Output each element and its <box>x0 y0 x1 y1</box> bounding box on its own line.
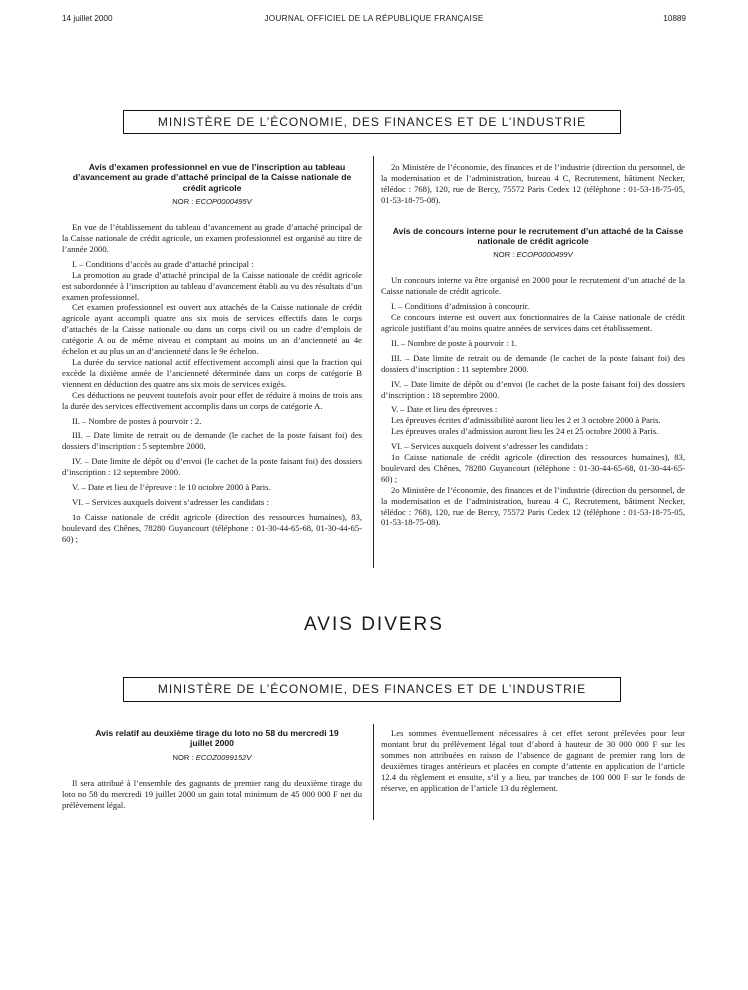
paragraph: Ces déductions ne peuvent toutefois avoir pour effet de réduire à moins de trois ans la durée des services effectivement accomplis dans un corps de catégorie A. <box>62 389 362 411</box>
ministry-heading: MINISTÈRE DE L’ÉCONOMIE, DES FINANCES ET DE L’INDUSTRIE <box>123 110 621 134</box>
notice-title: Avis de concours interne pour le recrutement d’un attaché de la Caisse nationale de crédit agricole <box>392 225 684 247</box>
paragraph: Ce concours interne est ouvert aux fonctionnaires de la Caisse nationale de crédit agricole justifiant d’au moins quatre années de services dans cet établissement. <box>381 312 685 333</box>
paragraph: En vue de l’établissement du tableau d’avancement au grade d’attaché principal de la Caisse nationale de crédit agricole, un examen professionnel est organisé au titre de l’année 2000. <box>62 222 362 254</box>
section-heading: AVIS DIVERS <box>304 614 444 635</box>
journal-title: JOURNAL OFFICIEL DE LA RÉPUBLIQUE FRANÇAISE <box>264 14 484 23</box>
paragraph: La promotion au grade d’attaché principal de la Caisse nationale de crédit agricole est subordonnée à l’inscription au tableau d’avancement établi au vu des résultats d’un examen professionnel. <box>62 269 362 302</box>
section2-right-column <box>381 728 685 793</box>
paragraph: V. – Date et lieu des épreuves : <box>391 404 498 415</box>
paragraph: Un concours interne va être organisé en 2000 pour le recrutement d’un attaché de la Caisse nationale de crédit agricole. <box>381 275 685 297</box>
paragraph: III. – Date limite de retrait ou de demande (le cachet de la poste faisant foi) des dossiers d’inscription : 5 septembre 2000. <box>62 430 362 452</box>
paragraph: Les épreuves orales d’admission auront lieu les 24 et 25 octobre 2000 à Paris. <box>391 426 659 437</box>
paragraph: IV. – Date limite de dépôt ou d’envoi (le cachet de la poste faisant foi) des dossiers d’inscription : 12 septembre 2000. <box>62 456 362 478</box>
nor-reference <box>62 197 362 208</box>
section1-right-column <box>381 162 685 528</box>
paragraph: I. – Conditions d’admission à concourir. <box>391 301 530 312</box>
header-date: 14 juillet 2000 <box>62 14 113 23</box>
nor-code: ECOZ0099152V <box>195 752 252 762</box>
section2-left-column <box>62 728 362 810</box>
notice-title: Avis relatif au deuxième tirage du loto no 58 du mercredi 19 juillet 2000 <box>95 728 339 749</box>
paragraph: V. – Date et lieu de l’épreuve : le 10 octobre 2000 à Paris. <box>72 482 271 493</box>
nor-reference <box>62 753 362 764</box>
paragraph: Il sera attribué à l’ensemble des gagnants de premier rang du deuxième tirage du loto no 58 du mercredi 19 juillet 2000 un gain total minimum de 45 000 000 F net du prélèvement légal. <box>62 777 362 810</box>
ministry-heading: MINISTÈRE DE L’ÉCONOMIE, DES FINANCES ET DE L’INDUSTRIE <box>123 677 621 702</box>
paragraph: Cet examen professionnel est ouvert aux attachés de la Caisse nationale de crédit agricole ayant accompli quatre ans six mois de services effectifs dans le corps d’attachés de la Caisse nationale ou dans un corps civil ou un cadre d’emplois de catégorie A ou de même niveau et comptant au moins un an d’ancienneté au 4e échelon et au plus un an d’ancienneté dans le 9e échelon. <box>62 302 362 357</box>
paragraph: VI. – Services auxquels doivent s’adresser les candidats : <box>72 496 269 507</box>
page-number: 10889 <box>663 14 686 23</box>
paragraph: 1o Caisse nationale de crédit agricole (direction des ressources humaines), 83, boulevard des Chênes, 78280 Guyancourt (téléphone : 01-30-44-65-68, 01-30-44-65-60) ; <box>381 452 685 484</box>
nor-code: ECOP0000499V <box>516 250 573 260</box>
column-divider <box>373 724 374 820</box>
paragraph: La durée du service national actif effectivement accompli ainsi que la fraction qui excède la dixième année de l’ancienneté déterminée dans un corps de catégorie B viennent en déduction des quatre ans six mois de services exigés. <box>62 357 362 389</box>
paragraph: Les sommes éventuellement nécessaires à cet effet seront prélevées pour leur montant brut du prélèvement légal tout d’abord à hauteur de 30 000 000 F sur les sommes non attribuées en raison de l’absence de gagnant de premier rang lors de deuxièmes tirages antérieurs et placées en compte d’attente en application de l’article 12.4 du règlement et ensuite, s’il y a lieu, par tranches de 100 000 F sur le fonds de réserve, en application de l’article 13 du règlement. <box>381 728 685 793</box>
paragraph: 2o Ministère de l’économie, des finances et de l’industrie (direction du personnel, de la modernisation et de l’administration, bureau 4 C, Recrutement, bâtiment Necker, télédoc : 768), 120, rue de Bercy, 75572 Paris Cedex 12 (téléphone : 01-53-18-75-05, 01-53-18-75-08). <box>381 162 685 205</box>
paragraph: Les épreuves écrites d’admissibilité auront lieu les 2 et 3 octobre 2000 à Paris. <box>391 415 661 426</box>
paragraph: 1o Caisse nationale de crédit agricole (direction des ressources humaines), 83, boulevard des Chênes, 78280 Guyancourt (téléphone : 01-30-44-65-68, 01-30-44-65-60) ; <box>62 511 362 544</box>
nor-label: NOR : <box>172 197 194 207</box>
paragraph: VI. – Services auxquels doivent s’adresser les candidats : <box>391 441 588 452</box>
paragraph: 2o Ministère de l’économie, des finances et de l’industrie (direction du personnel, de la modernisation et de l’administration, bureau 4 C, Recrutement, bâtiment Necker, télédoc : 768), 120, rue de Bercy, 75572 Paris Cedex 12 (téléphone : 01-53-18-75-05, 01-53-18-75-08). <box>381 484 685 528</box>
paragraph: I. – Conditions d’accès au grade d’attaché principal : <box>72 258 254 269</box>
column-divider <box>373 156 374 568</box>
paragraph: II. – Nombre de poste à pourvoir : 1. <box>391 337 518 348</box>
nor-label: NOR : <box>172 752 194 762</box>
nor-reference <box>381 250 685 261</box>
section1-left-column <box>62 162 362 545</box>
paragraph: II. – Nombre de postes à pourvoir : 2. <box>72 415 202 426</box>
paragraph: III. – Date limite de retrait ou de demande (le cachet de la poste faisant foi) des dossiers d’inscription : 11 septembre 2000. <box>381 352 685 374</box>
nor-code: ECOP0000495V <box>195 197 252 207</box>
notice-title: Avis d’examen professionnel en vue de l’inscription au tableau d’avancement au grade d’attaché principal de la Caisse nationale de crédit agricole <box>72 162 352 193</box>
nor-label: NOR : <box>493 250 515 260</box>
paragraph: IV. – Date limite de dépôt ou d’envoi (le cachet de la poste faisant foi) des dossiers d’inscription : 18 septembre 2000. <box>381 378 685 400</box>
